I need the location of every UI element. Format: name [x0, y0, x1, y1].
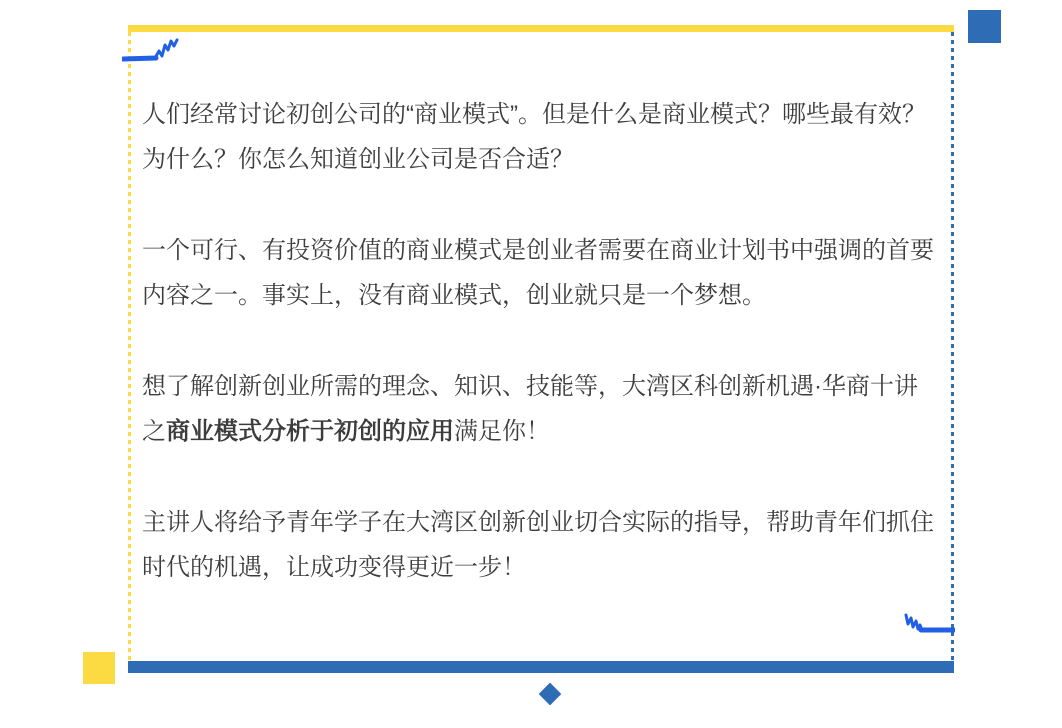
paragraph-text-bold: 商业模式分析于初创的应用: [166, 418, 454, 445]
article-body: [142, 92, 940, 636]
top-accent-bar: [128, 25, 954, 32]
paragraph-text: 一个可行、有投资价值的商业模式是创业者需要在商业计划书中强调的首要: [142, 237, 934, 264]
diamond-ornament: [539, 683, 562, 706]
paragraph-text: 人们经常讨论初创公司的“商业模式”。但是什么是商业模式？哪些最有效？: [142, 101, 926, 128]
paragraph: [142, 92, 940, 182]
paragraph: [142, 364, 940, 454]
corner-square-bottom-left: [83, 652, 115, 684]
paragraph-text: 为什么？你怎么知道创业公司是否合适？: [142, 146, 574, 173]
corner-square-top-right: [968, 10, 1001, 43]
article-frame: [128, 25, 954, 673]
paragraph-text: 满足你！: [454, 418, 550, 445]
paragraph-text: 主讲人将给予青年学子在大湾区创新创业切合实际的指导，帮助青年们抓住: [142, 509, 934, 536]
paragraph-text: 时代的机遇，让成功变得更近一步！: [142, 554, 526, 581]
paragraph: [142, 500, 940, 590]
right-dotted-border: [951, 32, 954, 661]
paragraph-text: 内容之一。事实上，没有商业模式，创业就只是一个梦想。: [142, 282, 766, 309]
paragraph-text: 想了解创新创业所需的理念、知识、技能等，大湾区科创新机遇·华商十讲: [142, 373, 918, 400]
paragraph: [142, 228, 940, 318]
left-dotted-border: [128, 32, 131, 661]
paragraph-text: 之: [142, 418, 166, 445]
bottom-accent-bar: [128, 661, 954, 673]
trend-line-up-icon: [122, 37, 182, 63]
trend-line-down-icon: [903, 611, 955, 635]
